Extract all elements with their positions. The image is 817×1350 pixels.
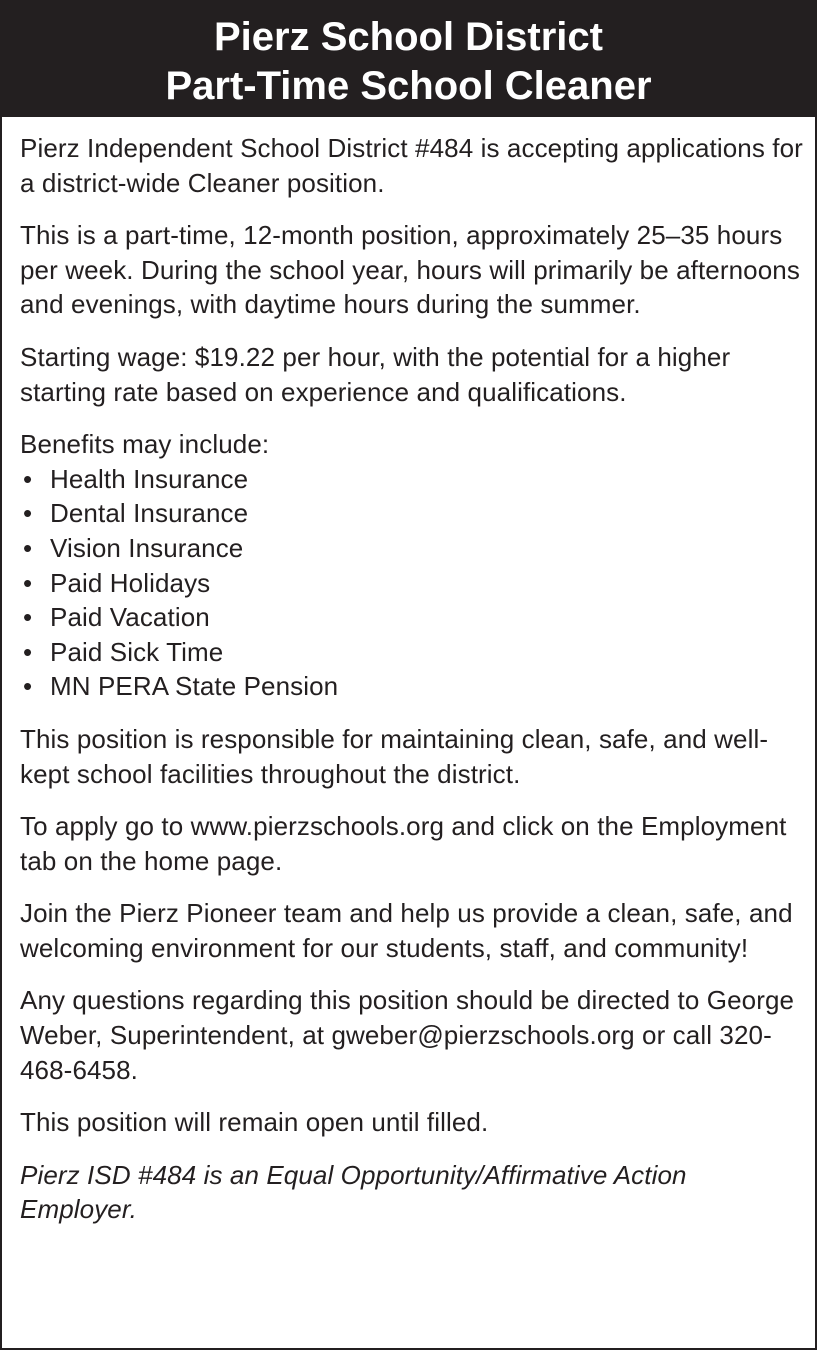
benefit-item	[20, 566, 805, 601]
benefit-label: Paid Sick Time	[50, 636, 224, 667]
intro-paragraph: Pierz Independent School District #484 is accepting applications for a district-wide Cleaner position.	[20, 133, 803, 198]
benefit-label: Vision Insurance	[50, 532, 244, 563]
apply-paragraph: To apply go to www.pierzschools.org and click on the Employment tab on the home page.	[20, 811, 787, 876]
benefits-list	[20, 462, 805, 704]
bullet-icon: •	[23, 463, 33, 494]
ad-body	[2, 117, 815, 1227]
bullet-icon: •	[23, 567, 33, 598]
header-title-line1: Pierz School District	[214, 15, 603, 59]
join-paragraph: Join the Pierz Pioneer team and help us provide a clean, safe, and welcoming environment for our students, staff, and community!	[20, 898, 793, 963]
bullet-icon: •	[23, 532, 33, 563]
bullet-icon: •	[23, 636, 33, 667]
benefit-item	[20, 531, 805, 566]
bullet-icon: •	[23, 602, 33, 633]
benefit-label: Paid Vacation	[50, 602, 210, 633]
wage-paragraph: Starting wage: $19.22 per hour, with the potential for a higher starting rate based on experience and qualifications.	[20, 341, 731, 407]
eeo-statement: Pierz ISD #484 is an Equal Opportunity/Affirmative Action Employer.	[20, 1159, 687, 1225]
benefits-section	[20, 427, 805, 704]
benefit-item	[20, 496, 805, 531]
bullet-icon: •	[23, 498, 33, 529]
hours-paragraph: This is a part-time, 12-month position, approximately 25–35 hours per week. During the school year, hours will primarily be afternoons and evenings, with daytime hours during the summer.	[20, 220, 800, 320]
benefit-label: Dental Insurance	[50, 498, 249, 529]
benefit-item	[20, 635, 805, 670]
open-until-filled-paragraph: This position will remain open until filled.	[20, 1107, 489, 1138]
questions-paragraph: Any questions regarding this position should be directed to George Weber, Superintendent, at gweber@pierzschools.org or call 320-468-6458.	[20, 985, 795, 1085]
benefit-item	[20, 462, 805, 497]
benefit-item	[20, 669, 805, 704]
benefit-label: MN PERA State Pension	[50, 671, 339, 702]
benefits-heading: Benefits may include:	[20, 429, 270, 460]
responsibility-paragraph: This position is responsible for maintaining clean, safe, and well-kept school facilities throughout the district.	[20, 723, 769, 789]
benefit-item	[20, 600, 805, 635]
ad-header	[2, 2, 815, 117]
benefit-label: Health Insurance	[50, 463, 249, 494]
bullet-icon: •	[23, 671, 33, 702]
header-title-line2: Part-Time School Cleaner	[165, 64, 652, 108]
benefit-label: Paid Holidays	[50, 567, 211, 598]
